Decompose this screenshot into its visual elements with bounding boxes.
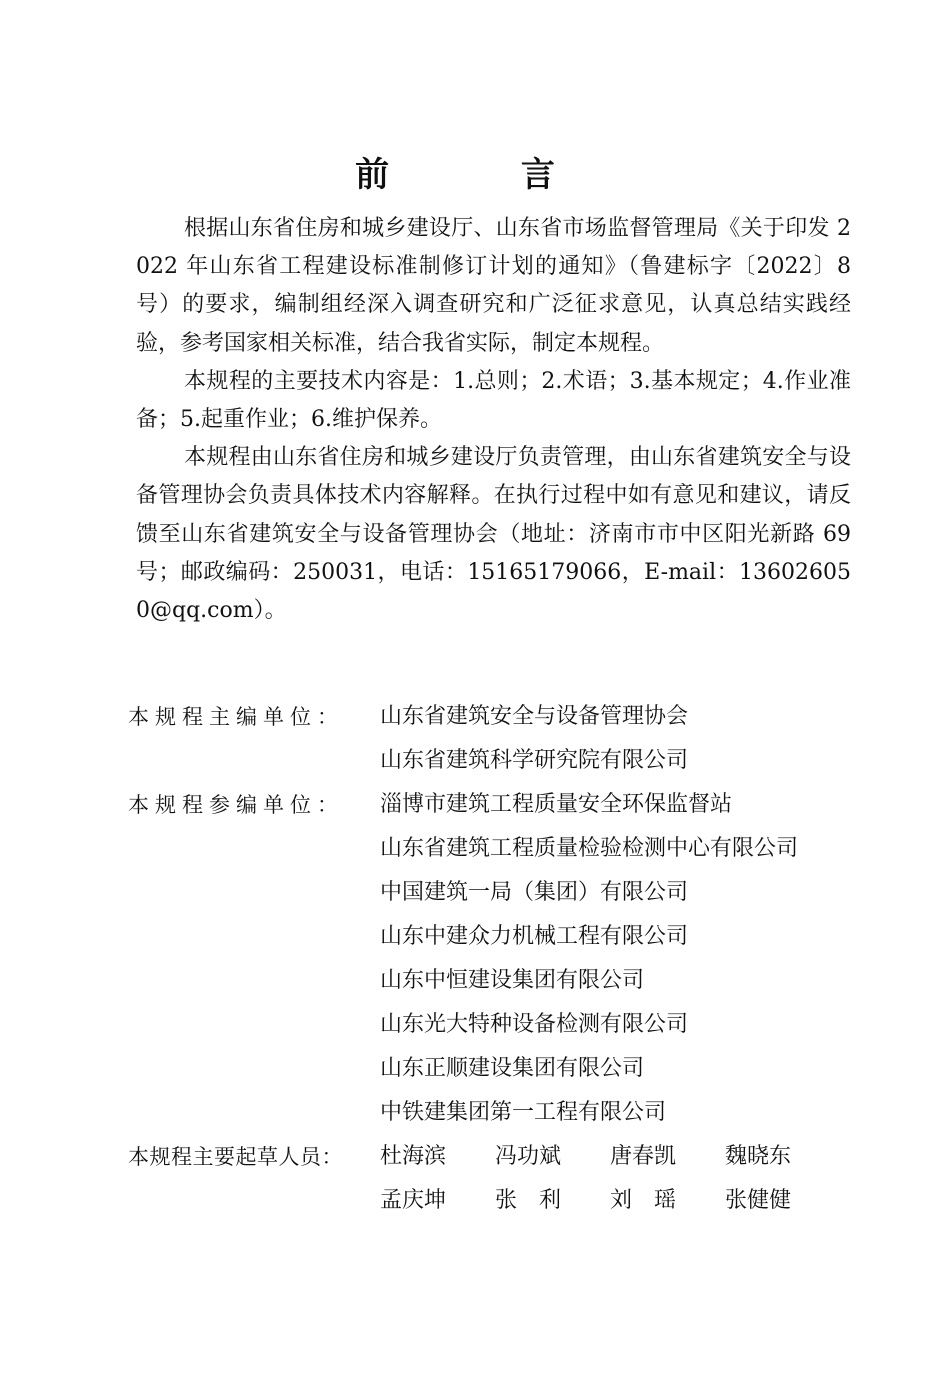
participating-unit: 山东省建筑工程质量检验检测中心有限公司 <box>380 836 799 861</box>
chief-editor-unit: 山东省建筑安全与设备管理协会 <box>380 704 689 729</box>
participating-units <box>380 783 868 1135</box>
drafter-name: 孟庆坤 <box>380 1188 447 1213</box>
chief-editor-label: 本规程主编单位： <box>128 705 344 729</box>
participating-unit: 淄博市建筑工程质量安全环保监督站 <box>380 792 733 817</box>
participating-unit: 山东光大特种设备检测有限公司 <box>380 1012 689 1037</box>
participating-unit: 中铁建集团第一工程有限公司 <box>380 1100 667 1125</box>
drafters-row <box>380 1179 868 1223</box>
drafters-row <box>380 1135 868 1179</box>
drafters-list <box>380 1135 868 1223</box>
drafter-name: 张利 <box>495 1188 584 1213</box>
participating-group <box>128 783 868 1135</box>
chief-editor-group <box>128 695 868 783</box>
paragraph-basis: 根据山东省住房和城乡建设厅、山东省市场监督管理局《关于印发 2022 年山东省工程建设标准制修订计划的通知》（鲁建标字〔2022〕8 号）的要求，编制组经深入调查研究和广泛征求意见，认真总结实践经验，参考国家相关标准，结合我省实际，制定本规程。 <box>136 216 851 356</box>
credits-section <box>128 695 868 1223</box>
page-title: 前 言 <box>355 155 615 195</box>
preface-body <box>136 210 851 630</box>
chief-editor-unit: 山东省建筑科学研究院有限公司 <box>380 748 689 773</box>
participating-unit: 山东中恒建设集团有限公司 <box>380 968 645 993</box>
paragraph-management-contact: 本规程由山东省住房和城乡建设厅负责管理，由山东省建筑安全与设备管理协会负责具体技术内容解释。在执行过程中如有意见和建议，请反馈至山东省建筑安全与设备管理协会（地址：济南市市中区阳光新路 69 号；邮政编码：250031，电话：15165179066，E-mail：136026050@qq.com）。 <box>136 445 851 624</box>
drafters-group <box>128 1135 868 1223</box>
chief-editor-units <box>380 695 868 783</box>
drafter-name: 冯功斌 <box>495 1144 562 1169</box>
drafter-name: 刘瑶 <box>610 1188 699 1213</box>
participating-unit: 中国建筑一局（集团）有限公司 <box>380 880 689 905</box>
participating-unit: 山东正顺建设集团有限公司 <box>380 1056 645 1081</box>
participating-unit: 山东中建众力机械工程有限公司 <box>380 924 689 949</box>
paragraph-main-content: 本规程的主要技术内容是：1.总则；2.术语；3.基本规定；4.作业准备；5.起重作业；6.维护保养。 <box>136 368 851 433</box>
drafter-name: 杜海滨 <box>380 1144 447 1169</box>
drafter-name: 唐春凯 <box>610 1144 677 1169</box>
drafter-name: 张健健 <box>725 1188 792 1213</box>
participating-label: 本规程参编单位： <box>128 793 344 817</box>
drafters-label: 本规程主要起草人员： <box>128 1145 343 1169</box>
drafter-name: 魏晓东 <box>725 1144 792 1169</box>
